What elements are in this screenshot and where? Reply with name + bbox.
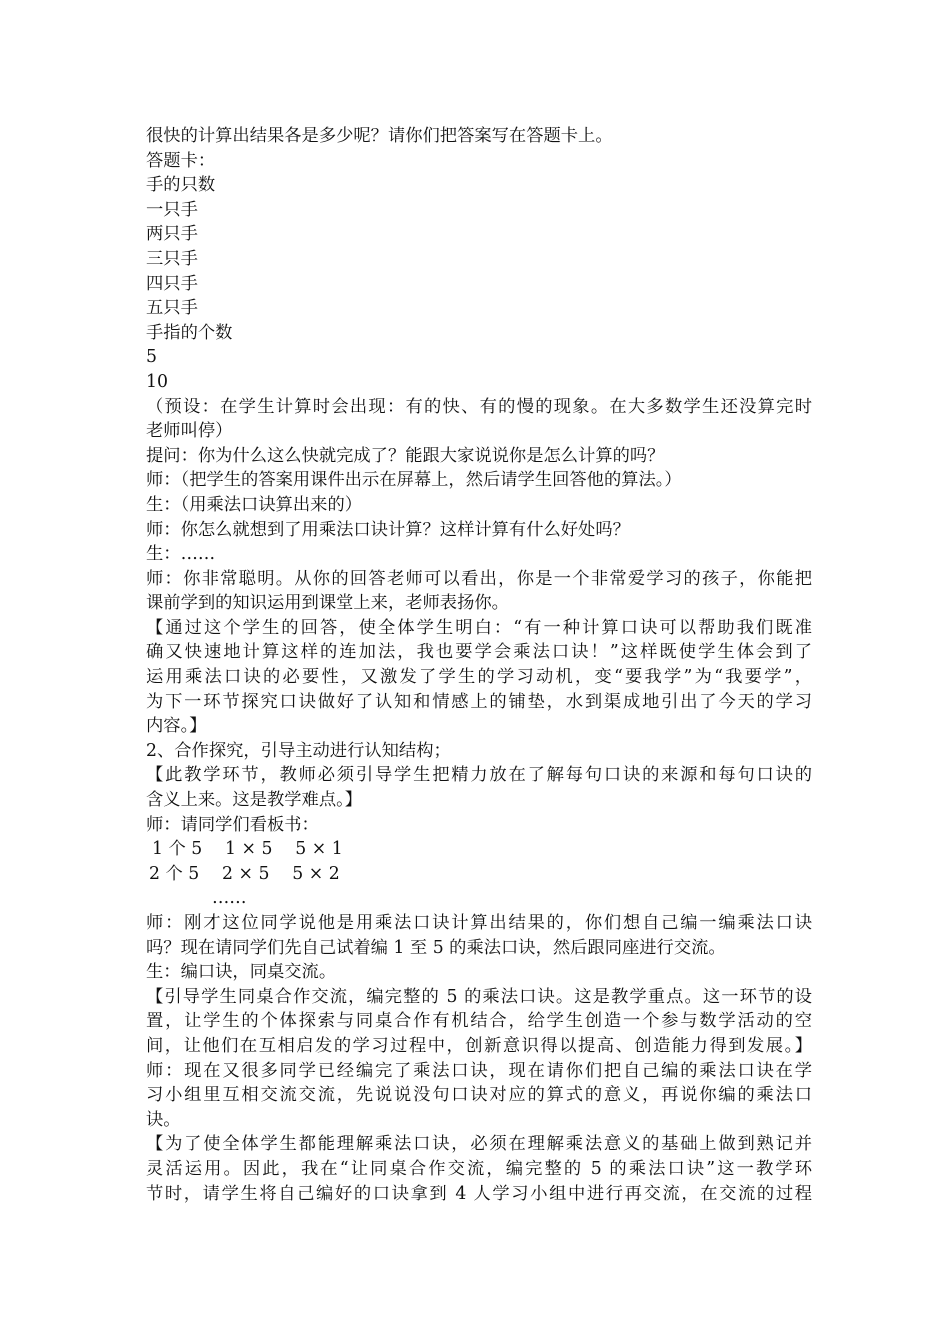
table-cell: 四只手	[146, 273, 198, 294]
text-line: 含义上来。这是教学难点。】	[146, 790, 363, 811]
board-ellipsis: ……	[212, 888, 247, 909]
table-header-fingers: 手指的个数	[146, 322, 233, 343]
text-line: 答题卡：	[146, 150, 216, 171]
board-line: 1 个 5 1 × 5 5 × 1	[152, 839, 343, 860]
text-line: 【通过这个学生的回答，使全体学生明白：“有一种计算口诀可以帮助我们既准	[146, 617, 812, 638]
text-line: 内容。】	[146, 716, 207, 737]
board-line: 2 个 5 2 × 5 5 × 2	[149, 863, 340, 884]
text-line: 习小组里互相交流交流，先说说没句口诀对应的算式的意义，再说你编的乘法口	[146, 1085, 812, 1106]
text-line: 提问：你为什么这么快就完成了？能跟大家说说你是怎么计算的吗？	[146, 445, 665, 466]
text-line: 师：你非常聪明。从你的回答老师可以看出，你是一个非常爱学习的孩子，你能把	[146, 568, 812, 589]
text-line: 确又快速地计算这样的连加法，我也要学会乘法口诀！”这样既使学生体会到了	[146, 642, 812, 663]
text-line: （预设：在学生计算时会出现：有的快、有的慢的现象。在大多数学生还没算完时	[146, 396, 812, 417]
text-line: 师：请同学们看板书：	[146, 814, 319, 835]
table-cell: 两只手	[146, 224, 198, 245]
document-page	[146, 124, 812, 1206]
text-line: 吗？现在请同学们先自己试着编 1 至 5 的乘法口诀，然后跟同座进行交流。	[146, 937, 726, 958]
table-cell: 三只手	[146, 248, 198, 269]
text-line: 很快的计算出结果各是多少呢？请你们把答案写在答题卡上。	[146, 126, 613, 146]
table-cell: 10	[146, 371, 168, 392]
text-line: 【为了使全体学生都能理解乘法口诀，必须在理解乘法意义的基础上做到熟记并	[146, 1134, 812, 1155]
text-line: 生：……	[146, 544, 216, 565]
text-line: 为下一环节探究口诀做好了认知和情感上的铺垫，水到渠成地引出了今天的学习	[146, 691, 812, 712]
text-line: 间，让他们在互相启发的学习过程中，创新意识得以提高、创造能力得到发展。】	[146, 1035, 812, 1056]
table-cell: 5	[146, 347, 157, 368]
text-line: 老师叫停）	[146, 421, 233, 442]
text-line: 师：（把学生的答案用课件出示在屏幕上，然后请学生回答他的算法。）	[146, 470, 682, 491]
text-line: 诀。	[146, 1109, 181, 1130]
table-cell: 五只手	[146, 298, 198, 319]
text-line: 生：编口诀，同桌交流。	[146, 962, 337, 983]
text-line: 【引导学生同桌合作交流，编完整的 5 的乘法口诀。这是教学重点。这一环节的设	[146, 986, 812, 1007]
text-line: 【此教学环节，教师必须引导学生把精力放在了解每句口诀的来源和每句口诀的	[146, 765, 812, 786]
table-cell: 一只手	[146, 199, 198, 220]
text-line: 节时，请学生将自己编好的口诀拿到 4 人学习小组中进行再交流，在交流的过程	[146, 1183, 812, 1204]
text-line: 师：你怎么就想到了用乘法口诀计算？这样计算有什么好处吗？	[146, 519, 630, 540]
table-header-hands: 手的只数	[146, 175, 216, 196]
text-line: 置，让学生的个体探索与同桌合作有机结合，给学生创造一个参与数学活动的空	[146, 1011, 812, 1032]
text-line: 灵活运用。因此，我在“让同桌合作交流，编完整的 5 的乘法口诀”这一教学环	[146, 1158, 812, 1179]
text-line: 运用乘法口诀的必要性，又激发了学生的学习动机，变“要我学”为“我要学”，	[146, 667, 812, 688]
text-line: 生：（用乘法口诀算出来的）	[146, 494, 363, 515]
text-line: 师：现在又很多同学已经编完了乘法口诀，现在请你们把自己编的乘法口诀在学	[146, 1060, 812, 1081]
section-heading: 2、合作探究，引导主动进行认知结构；	[146, 740, 451, 761]
text-line: 课前学到的知识运用到课堂上来，老师表扬你。	[146, 593, 509, 614]
text-line: 师：刚才这位同学说他是用乘法口诀计算出结果的，你们想自己编一编乘法口诀	[146, 913, 812, 933]
